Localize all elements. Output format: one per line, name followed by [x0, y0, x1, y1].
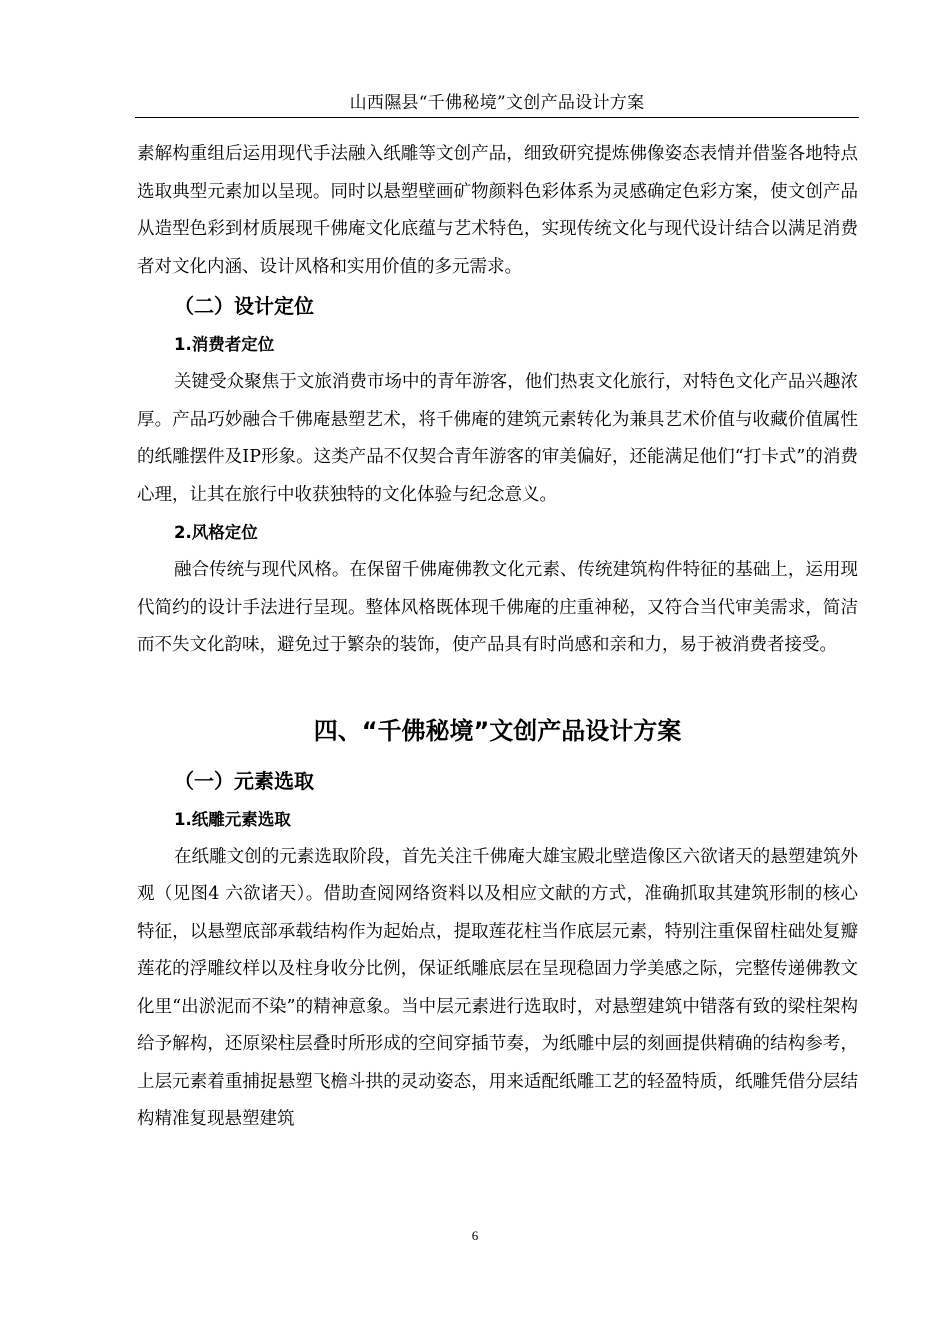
- paper-carving-paragraph: 在纸雕文创的元素选取阶段，首先关注千佛庵大雄宝殿北壁造像区六欲诸天的悬塑建筑外观（见图4 六欲诸天）。借助查阅网络资料以及相应文献的方式，准确抓取其建筑形制的核心特征，以悬塑底部承载结构作为起始点，提取莲花柱当作底层元素，特别注重保留柱础处复瓣莲花的浮雕纹样以及柱身收分比例，保证纸雕底层在呈现稳固力学美感之际，完整传递佛教文化里“出淤泥而不染”的精神意象。当中层元素进行选取时，对悬塑建筑中错落有致的梁柱架构给予解构，还原梁柱层叠时所形成的空间穿插节奏，为纸雕中层的刻画提供精确的结构参考，上层元素着重捕捉悬塑飞檐斗拱的灵动姿态，用来适配纸雕工艺的轻盈特质，纸雕凭借分层结构精准复现悬塑建筑: [137, 846, 858, 1129]
- section-heading-element-selection: （一）元素选取: [174, 768, 314, 793]
- consumer-paragraph: 关键受众聚焦于文旅消费市场中的青年游客，他们热衷文化旅行，对特色文化产品兴趣浓厚。产品巧妙融合千佛庵悬塑艺术，将千佛庵的建筑元素转化为兼具艺术价值与收藏价值属性的纸雕摆件及IP形象。这类产品不仅契合青年游客的审美偏好，还能满足他们“打卡式”的消费心理，让其在旅行中收获独特的文化体验与纪念意义。: [137, 372, 858, 505]
- header-divider: [135, 117, 859, 118]
- chapter-gap: [137, 751, 858, 761]
- running-header: 山西隰县“千佛秘境”文创产品设计方案: [349, 93, 645, 113]
- page-number: 6: [471, 1228, 479, 1243]
- subsection-heading-consumer: 1.消费者定位: [174, 335, 275, 354]
- subsection-heading-paper-carving: 1.纸雕元素选取: [174, 809, 291, 829]
- style-paragraph: 融合传统与现代风格。在保留千佛庵佛教文化元素、传统建筑构件特征的基础上，运用现代简约的设计手法进行呈现。整体风格既体现千佛庵的庄重神秘，又符合当代审美需求，简洁而不失文化韵味，避免过于繁杂的装饰，使产品具有时尚感和亲和力，易于被消费者接受。: [137, 560, 858, 655]
- chapter-heading: 四、“千佛秘境”文创产品设计方案: [313, 716, 682, 745]
- intro-paragraph: 素解构重组后运用现代手法融入纸雕等文创产品，细致研究提炼佛像姿态表情并借鉴各地特点选取典型元素加以呈现。同时以悬塑壁画矿物颜料色彩体系为灵感确定色彩方案，使文创产品从造型色彩到材质展现千佛庵文化底蕴与艺术特色，实现传统文化与现代设计结合以满足消费者对文化内涵、设计风格和实用价值的多元需求。: [137, 144, 858, 277]
- section-heading-design-positioning: （二）设计定位: [174, 294, 314, 318]
- subsection-heading-style: 2.风格定位: [174, 523, 258, 542]
- chapter-spacer: [137, 665, 858, 711]
- page-content: [137, 136, 858, 1139]
